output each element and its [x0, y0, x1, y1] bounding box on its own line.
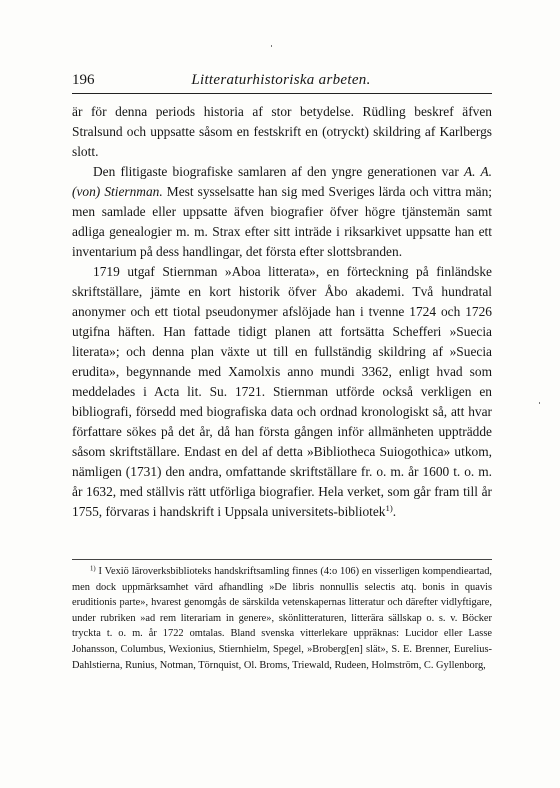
footnote-marker: 1) [90, 565, 96, 573]
paragraph-text: är för denna periods historia af stor betydelse. Rüdling beskref äfven Stralsund och uppsatte såsom en festskrift en (otryckt) skildring af Karlbergs slott. [72, 104, 492, 159]
running-head [72, 70, 490, 92]
paragraph-stiernman-intro [72, 162, 492, 262]
paper-speck [271, 45, 272, 47]
header-rule [72, 93, 492, 94]
paragraph-text: 1719 utgaf Stiernman »Aboa litterata», en förteckning på finländske skriftställare, jämte en kort historik öfver Åbo akademi. Två hundratal anonymer och ett tiotal pseudonymer afslöjade han i tvenne 1724 och 1726 utgifna häften. Han fattade tidigt planen att fortsätta Schefferi »Suecia literata»; och denna plan växte ut till en fullständig skildring af »Suecia erudita», begynnande med Xamolxis anno mundi 3362, enligt hvad som meddelades i Acta lit. Su. 1721. Stiernman utförde också verkligen en bibliografi, försedd med biografiska data och ordnad kronologiskt så, att hvar författare sökes på det år, då han första gången inför allmänheten uppträdde såsom skriftställare. Endast en del af detta »Bibliotheca Suiogothica» utkom, nämligen (1731) den andra, omfattande skriftställare fr. o. m. år 1600 t. o. m. år 1632, med ställvis rätt utförliga biografier. Hela verket, som går fram till år 1755, förvaras i handskrift i Uppsala universitets-bibliotek [72, 264, 492, 519]
paper-speck [539, 402, 540, 404]
footnote [72, 564, 492, 673]
paragraph-continuation [72, 102, 492, 162]
paragraph-text: . [392, 504, 397, 519]
paragraph-text: Mest sysselsatte han sig med Sveriges lärda och vittra män; men samlade eller uppsatte äfven biografier öfver högre tjänstemän samt adliga genealogier m. m. Strax efter sitt inträde i riksarkivet uppsatte han ett inventarium på dess handlingar, det första efter slottsbranden. [72, 184, 492, 259]
paragraph-text: Den flitigaste biografiske samlaren af den yngre generationen var [93, 164, 464, 179]
person-name: A. A. (von) Stiernman. [72, 164, 492, 199]
footnote-rule [72, 559, 492, 560]
running-title: Litteraturhistoriska arbeten. [191, 72, 371, 88]
main-text [72, 102, 492, 522]
footnote-text: I Vexiö läroverksbiblioteks handskriftsamling finnes (4:o 106) en visserligen kompendieartad, men dock uppmärksamhet värd afhandling »De libris nonnullis selectis atq. bonis in quavis eruditionis parte», hvarest genomgås de särskilda vetenskapernas litteratur och därefter vidlyftigare, under rubriken »ad rem literariam in genere», skönlitteraturen, litterära sällskap o. s. v. Böcker tryckta t. o. m. år 1722 omtalas. Bland svenska vitterlekare uppräknas: Lucidor eller Lasse Johansson, Columbus, Wexionius, Stiernhielm, Spegel, »Broberg[en] slät», S. E. Brenner, Eurelius-Dahlstierna, Runius, Notman, Törnquist, Ol. Broms, Triewald, Rudeen, Holmström, C. Gyllenborg, [72, 566, 492, 671]
page-number: 196 [72, 72, 95, 88]
paragraph-stiernman-works [72, 262, 492, 522]
footnote-reference: 1) [385, 503, 393, 514]
